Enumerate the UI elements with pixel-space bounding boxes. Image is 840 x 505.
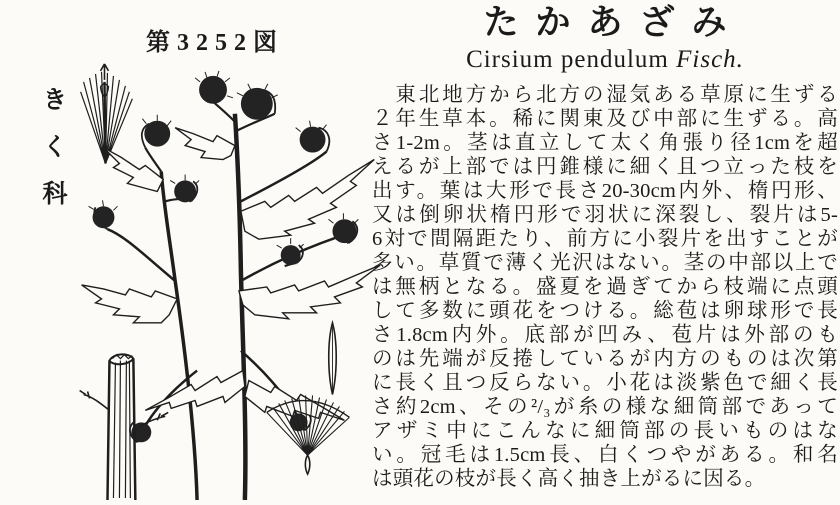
text-line: のは先端が反捲しているが内方のものは次第 xyxy=(372,347,838,370)
text-line: アザミ中にこんなに細筒部の長いものはな xyxy=(372,419,838,442)
flower-head xyxy=(142,115,171,148)
description-column xyxy=(372,0,838,491)
description-text xyxy=(372,83,838,491)
text-line: 6対で間隔距たり、前方に小裂片を出すことが xyxy=(372,227,838,250)
latin-binomial: Cirsium pendulum xyxy=(466,45,669,73)
text-line: さ1.8cm内外。底部が凹み、苞片は外部のも xyxy=(372,323,838,346)
thistle-drawing-svg xyxy=(45,52,385,500)
species-latin-name xyxy=(372,46,838,74)
text-line: さ約2cm、その²/₃が糸の様な細筒部であって xyxy=(372,395,838,418)
text-line: は頭花の枝が長く高く抽き上がるに因る。 xyxy=(372,467,766,490)
text-line: ２年生草本。稀に関東及び中部に生ずる。高 xyxy=(372,107,838,130)
text-line: は無柄となる。盛夏を過ぎてから枝端に点頭 xyxy=(372,275,838,298)
botanical-illustration xyxy=(45,52,385,500)
cut-stem-stub xyxy=(80,354,169,500)
flower-head xyxy=(195,71,233,104)
text-line: 多い。草質で薄く光沢はない。茎の中部以上で xyxy=(372,251,838,274)
text-line: い。冠毛は1.5cm長、白くつやがある。和名 xyxy=(372,443,838,466)
text-line: に長く且つ反らない。小花は淡紫色で細く長 xyxy=(372,371,838,394)
phyllary-detail-icon xyxy=(329,323,336,395)
flower-head xyxy=(89,200,118,229)
species-title-japanese: たかあざみ xyxy=(483,3,744,42)
flower-head xyxy=(170,174,199,202)
text-line: 東北地方から北方の湿気ある草原に生ずる xyxy=(372,83,838,106)
figure-number-caption: 第3252図 xyxy=(146,30,284,56)
text-line: さ1-2m。茎は直立して太く角張り径1cmを超 xyxy=(372,131,838,154)
text-line: 又は倒卵状楕円形で羽状に深裂し、裂片は5- xyxy=(372,203,838,226)
text-line: して多数に頭花をつける。総苞は卵球形で長 xyxy=(372,299,838,322)
latin-author: Fisch. xyxy=(676,45,744,73)
text-line: 出す。葉は大形で長さ20-30cm内外、楕円形、 xyxy=(372,179,838,202)
flower-head xyxy=(296,121,330,153)
text-line: えるが上部では円錐様に細く且つ立った枝を xyxy=(372,155,838,178)
family-label: きく科 xyxy=(39,86,66,227)
